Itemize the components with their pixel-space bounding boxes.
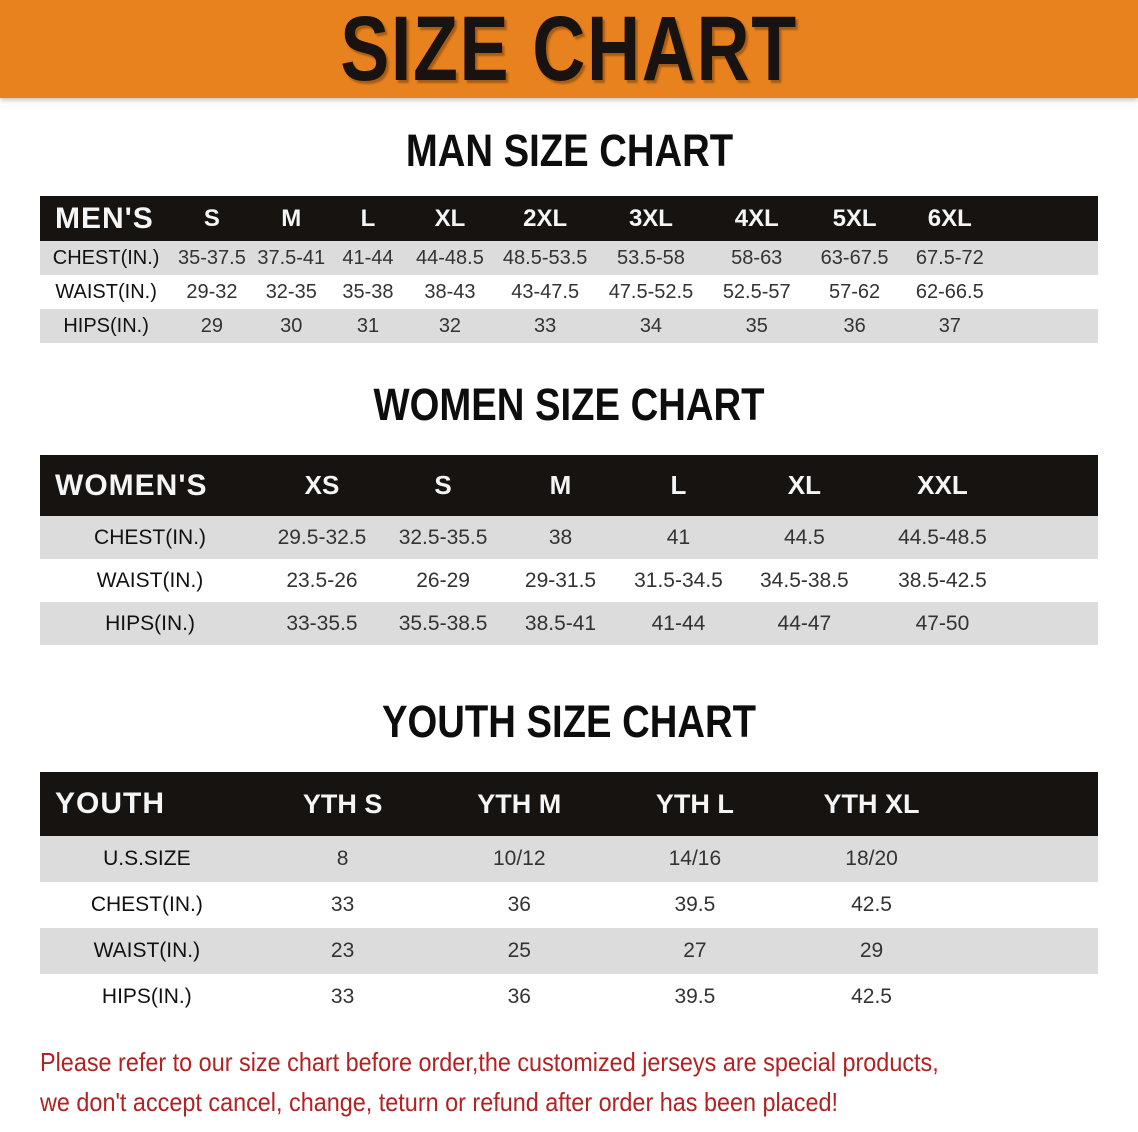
table-cell: 44.5 (738, 516, 870, 559)
size-column-header: 2XL (495, 196, 596, 241)
row-label: WAIST(IN.) (40, 559, 260, 602)
size-column-header: YTH M (431, 772, 607, 836)
table-cell: 38-43 (405, 275, 495, 309)
table-cell: 38 (502, 516, 618, 559)
table-cell: 42.5 (783, 974, 961, 1020)
spacer-cell (960, 974, 1098, 1020)
youth-section-heading (0, 698, 1138, 746)
table-cell: 63-67.5 (807, 241, 902, 275)
table-cell: 29 (783, 928, 961, 974)
youth-section-heading-text: YOUTH SIZE CHART (381, 696, 756, 747)
table-cell: 62-66.5 (902, 275, 997, 309)
spacer-cell (997, 309, 1098, 343)
table-cell: 43-47.5 (495, 275, 596, 309)
table-cell: 18/20 (783, 836, 961, 882)
youth-size-table (40, 772, 1098, 1020)
size-column-header: YTH L (607, 772, 783, 836)
row-label: CHEST(IN.) (40, 241, 172, 275)
table-cell: 44.5-48.5 (871, 516, 1015, 559)
table-cell: 32 (405, 309, 495, 343)
men-section-heading-text: MAN SIZE CHART (405, 125, 733, 176)
spacer-cell (1014, 559, 1098, 602)
row-label: WAIST(IN.) (40, 275, 172, 309)
size-column-header: M (502, 455, 618, 516)
table-cell: 58-63 (706, 241, 807, 275)
table-cell: 26-29 (384, 559, 502, 602)
footer-note (0, 1042, 1138, 1122)
table-cell: 42.5 (783, 882, 961, 928)
spacer-cell (1014, 516, 1098, 559)
table-cell: 23 (254, 928, 432, 974)
table-cell: 31 (331, 309, 405, 343)
size-column-header: 3XL (595, 196, 706, 241)
table-cell: 35 (706, 309, 807, 343)
table-row (40, 309, 1098, 343)
spacer-cell (1014, 455, 1098, 516)
table-cell: 14/16 (607, 836, 783, 882)
size-column-header: YTH S (254, 772, 432, 836)
table-cell: 41-44 (619, 602, 739, 645)
table-cell: 53.5-58 (595, 241, 706, 275)
size-column-header: L (331, 196, 405, 241)
spacer-cell (960, 882, 1098, 928)
size-column-header: S (384, 455, 502, 516)
footer-note-line2: we don't accept cancel, change, teturn or refund after order has been placed! (40, 1087, 838, 1117)
size-column-header: XL (738, 455, 870, 516)
women-section-heading-text: WOMEN SIZE CHART (373, 379, 765, 430)
table-cell: 29.5-32.5 (260, 516, 384, 559)
page-title: SIZE CHART (340, 0, 798, 100)
size-column-header: XL (405, 196, 495, 241)
table-cell: 41 (619, 516, 739, 559)
table-cell: 34.5-38.5 (738, 559, 870, 602)
table-row (40, 928, 1098, 974)
size-column-header: YTH XL (783, 772, 961, 836)
table-cell: 29-31.5 (502, 559, 618, 602)
table-cell: 33 (254, 882, 432, 928)
spacer-cell (960, 836, 1098, 882)
footer-note-line1: Please refer to our size chart before order,the customized jerseys are special products, (40, 1047, 939, 1077)
table-row (40, 516, 1098, 559)
table-cell: 67.5-72 (902, 241, 997, 275)
spacer-cell (960, 928, 1098, 974)
men-section-heading (0, 127, 1138, 175)
table-cell: 41-44 (331, 241, 405, 275)
row-label: HIPS(IN.) (40, 974, 254, 1020)
table-cell: 10/12 (431, 836, 607, 882)
table-row (40, 559, 1098, 602)
row-label: HIPS(IN.) (40, 602, 260, 645)
size-column-header: 5XL (807, 196, 902, 241)
table-cell: 47.5-52.5 (595, 275, 706, 309)
youth-table-header-row (40, 772, 1098, 836)
men-table-header-row (40, 196, 1098, 241)
table-cell: 35-38 (331, 275, 405, 309)
table-cell: 39.5 (607, 974, 783, 1020)
table-row (40, 882, 1098, 928)
size-column-header: L (619, 455, 739, 516)
table-cell: 33 (495, 309, 596, 343)
table-cell: 32.5-35.5 (384, 516, 502, 559)
table-cell: 25 (431, 928, 607, 974)
women-table-header-row (40, 455, 1098, 516)
size-column-header: 6XL (902, 196, 997, 241)
title-banner (0, 0, 1138, 98)
row-label: WAIST(IN.) (40, 928, 254, 974)
table-cell: 57-62 (807, 275, 902, 309)
table-cell: 35.5-38.5 (384, 602, 502, 645)
table-cell: 32-35 (252, 275, 331, 309)
women-table-corner-label: WOMEN'S (40, 455, 260, 516)
table-cell: 36 (431, 882, 607, 928)
table-cell: 37.5-41 (252, 241, 331, 275)
table-cell: 23.5-26 (260, 559, 384, 602)
women-size-table (40, 455, 1098, 645)
table-cell: 47-50 (871, 602, 1015, 645)
spacer-cell (960, 772, 1098, 836)
row-label: CHEST(IN.) (40, 882, 254, 928)
table-cell: 44-48.5 (405, 241, 495, 275)
spacer-cell (997, 241, 1098, 275)
row-label: U.S.SIZE (40, 836, 254, 882)
table-cell: 33 (254, 974, 432, 1020)
size-column-header: XS (260, 455, 384, 516)
size-column-header: XXL (871, 455, 1015, 516)
table-cell: 29 (172, 309, 251, 343)
table-row (40, 836, 1098, 882)
table-row (40, 602, 1098, 645)
table-cell: 36 (807, 309, 902, 343)
table-cell: 29-32 (172, 275, 251, 309)
table-cell: 27 (607, 928, 783, 974)
row-label: CHEST(IN.) (40, 516, 260, 559)
size-column-header: M (252, 196, 331, 241)
table-row (40, 974, 1098, 1020)
table-cell: 48.5-53.5 (495, 241, 596, 275)
men-size-table (40, 196, 1098, 343)
table-row (40, 241, 1098, 275)
spacer-cell (1014, 602, 1098, 645)
table-cell: 30 (252, 309, 331, 343)
table-cell: 36 (431, 974, 607, 1020)
table-cell: 39.5 (607, 882, 783, 928)
table-cell: 35-37.5 (172, 241, 251, 275)
row-label: HIPS(IN.) (40, 309, 172, 343)
youth-table-corner-label: YOUTH (40, 772, 254, 836)
size-column-header: S (172, 196, 251, 241)
table-cell: 44-47 (738, 602, 870, 645)
women-section-heading (0, 381, 1138, 429)
table-cell: 38.5-42.5 (871, 559, 1015, 602)
spacer-cell (997, 196, 1098, 241)
size-column-header: 4XL (706, 196, 807, 241)
table-cell: 37 (902, 309, 997, 343)
men-table-corner-label: MEN'S (40, 196, 172, 241)
table-cell: 31.5-34.5 (619, 559, 739, 602)
table-row (40, 275, 1098, 309)
table-cell: 34 (595, 309, 706, 343)
table-cell: 33-35.5 (260, 602, 384, 645)
table-cell: 52.5-57 (706, 275, 807, 309)
table-cell: 38.5-41 (502, 602, 618, 645)
spacer-cell (997, 275, 1098, 309)
table-cell: 8 (254, 836, 432, 882)
